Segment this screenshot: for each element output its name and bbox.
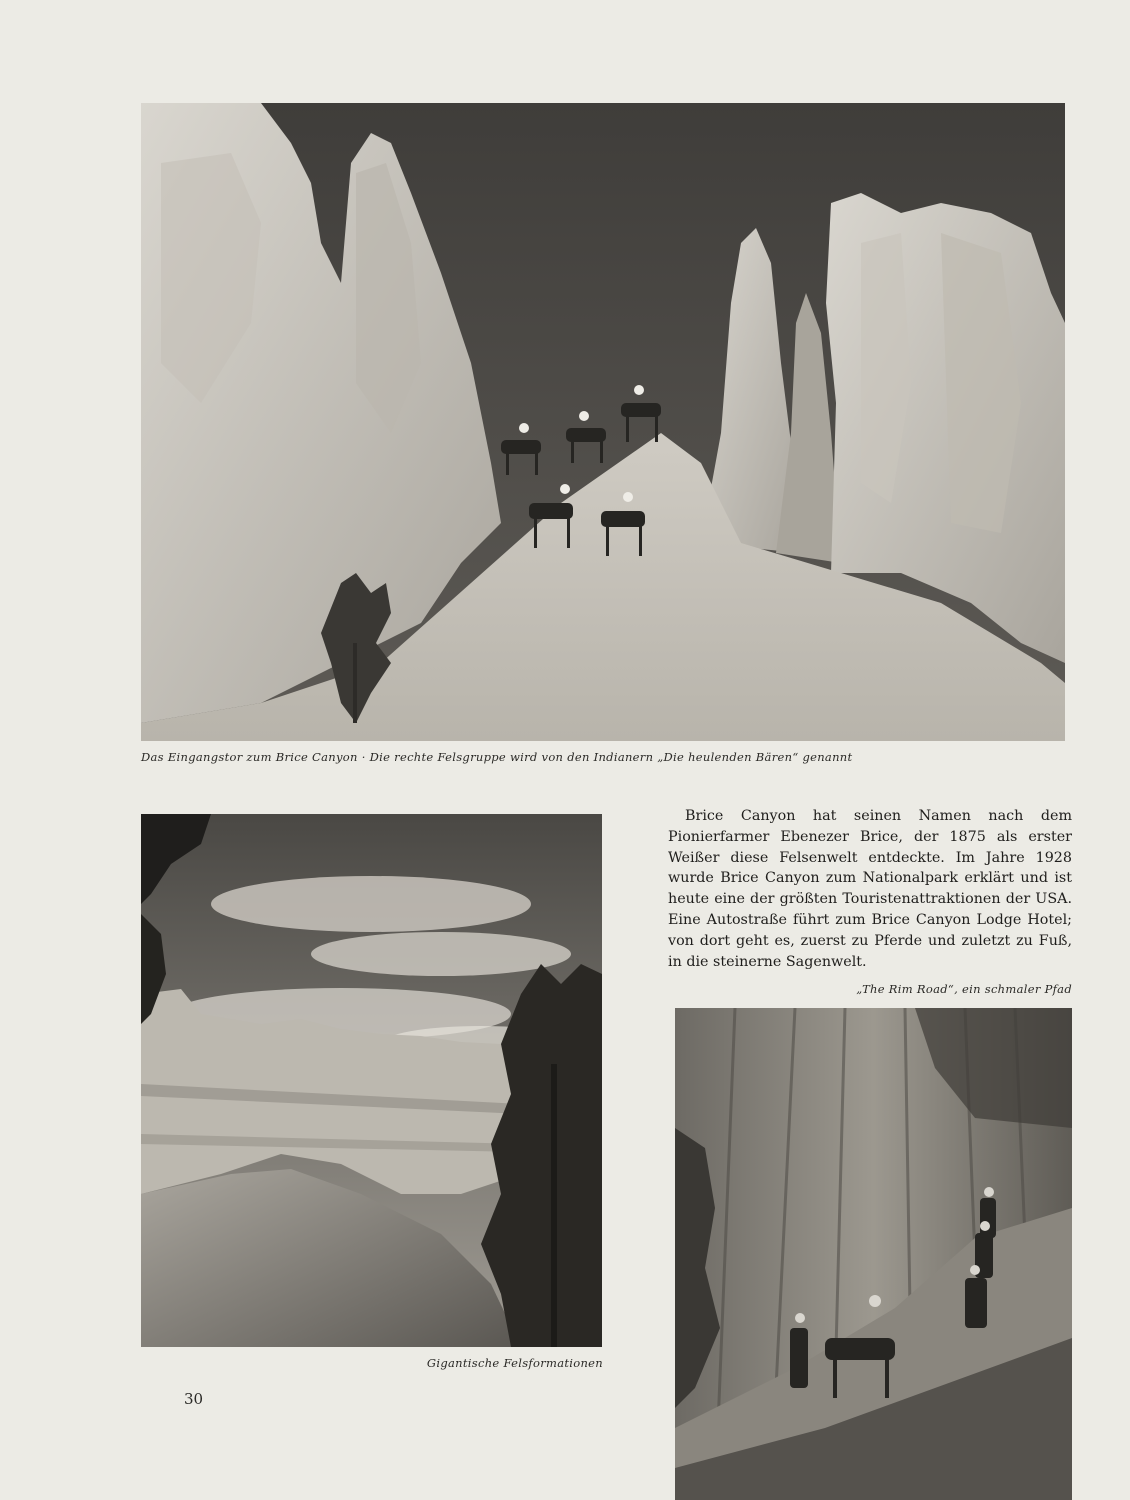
caption-rock-formations: Gigantische Felsformationen xyxy=(426,1356,603,1370)
article-paragraph: Brice Canyon hat seinen Namen nach dem Pionierfarmer Ebenezer Brice, der 1875 als erster Weißer diese Felsenwelt entdeckte. Im Jahre 1928 wurde Brice Canyon zum Nationalpark erklärt und ist heute eine der größten Touristenattraktionen der USA. Eine Autostraße führt zum Brice Canyon Lodge Hotel; von dort geht es, zuerst zu Pferde und zuletzt zu Fuß, in die steinerne Sagenwelt. xyxy=(668,808,1072,970)
caption-canyon-entrance: Das Eingangstor zum Brice Canyon · Die rechte Felsgruppe wird von den Indianern „Die heulenden Bären“ genannt xyxy=(141,750,853,764)
photo-canyon-entrance xyxy=(141,103,1065,741)
page-number: 30 xyxy=(184,1390,204,1408)
article-body xyxy=(668,806,1072,972)
photo-rock-formations xyxy=(141,814,602,1347)
photo-rim-road xyxy=(675,1008,1072,1500)
caption-rim-road: „The Rim Road“, ein schmaler Pfad xyxy=(856,982,1072,996)
